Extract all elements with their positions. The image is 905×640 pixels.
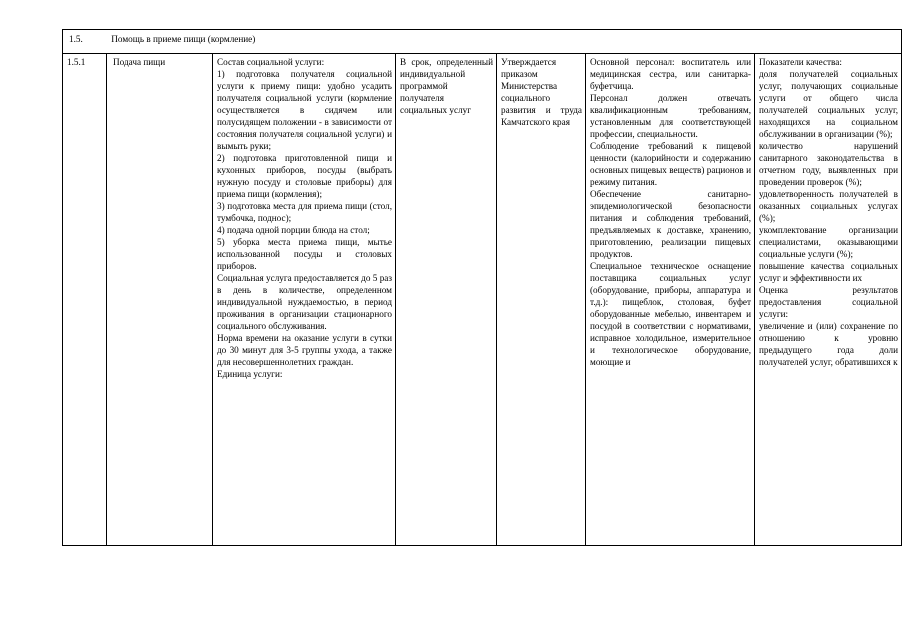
composition-paragraph: 4) подача одной порции блюда на стол; [217, 225, 370, 235]
service-name: Подача пищи [113, 57, 166, 67]
indicators-paragraph: увеличение и (или) сохранение по отношению к уровню предыдущего года доли получателей услуг, обратившихся к [759, 321, 898, 367]
service-number: 1.5.1 [67, 57, 86, 67]
service-number-cell [63, 54, 107, 546]
service-name-cell [107, 54, 213, 546]
composition-paragraph: Норма времени на оказание услуги в сутки до 30 минут для 3-5 группы ухода, а также для несовершеннолетних граждан. [217, 333, 392, 367]
conditions-paragraph: Основной персонал: воспитатель или медицинская сестра, или санитарка-буфетчица. [590, 57, 751, 91]
composition-paragraph: 2) подготовка приготовленной пищи и кухонных приборов, посуды (выбрать нужную посуду и столовые приборы) для приема пищи (кормления); [217, 153, 392, 199]
section-number: 1.5. [69, 34, 83, 44]
conditions-paragraph: Специальное техническое оснащение поставщика социальных услуг (оборудование, приборы, аппаратура и т.д.): пищеблок, столовая, буфет оборудованные мебелью, инвентарем и посудой в соответствии с нормативами, исправное холодильное, измерительное и технологическое оборудование, моющие и [590, 261, 751, 367]
indicators-paragraph: Оценка результатов предоставления социальной услуги: [759, 285, 898, 319]
indicators-paragraph: Показатели качества: [759, 57, 842, 67]
conditions-paragraph: Обеспечение санитарно-эпидемиологической безопасности питания и соблюдения требований, предъявляемых к доставке, хранению, приготовлению, реализации пищевых продуктов. [590, 189, 751, 259]
service-standard-table [62, 29, 902, 546]
conditions-paragraph: Персонал должен отвечать квалификационным требованиям, установленным для соответствующей профессии, специальности. [590, 93, 751, 139]
indicators-paragraph: доля получателей социальных услуг, получающих социальные услуги от общего числа получателей социальных услуг, находящихся на социальном обслуживании в организации (%); [759, 69, 898, 139]
composition-paragraph: 1) подготовка получателя социальной услуги к приему пищи: удобно усадить получателя социальной услуги (кормление осуществляется в сидячем или полусидящем положении - в зависимости от состояния получателя социальной услуги) и вымыть руки; [217, 69, 392, 151]
composition-paragraph: Состав социальной услуги: [217, 57, 325, 67]
service-term-cell [396, 54, 497, 546]
service-cost: Утверждается приказом Министерства социального развития и труда Камчатского края [501, 57, 582, 127]
composition-paragraph: Единица услуги: [217, 369, 283, 379]
section-header-row [63, 30, 902, 54]
section-title: Помощь в приеме пищи (кормление) [111, 34, 256, 44]
conditions-paragraph: Соблюдение требований к пищевой ценности (калорийности и содержанию основных пищевых веществ) рационов и режиму питания. [590, 141, 751, 187]
indicators-paragraph: количество нарушений санитарного законодательства в отчетном году, выявленных при проведении проверок (%); [759, 141, 898, 187]
composition-paragraph: Социальная услуга предоставляется до 5 раз в день в количестве, определенном индивидуальной нуждаемостью, в период проживания в организации стационарного социального обслуживания. [217, 273, 392, 331]
service-indicators-cell [755, 54, 902, 546]
indicators-paragraph: укомплектование организации специалистами, оказывающими социальные услуги (%); [759, 225, 898, 259]
service-conditions-cell [586, 54, 755, 546]
indicators-paragraph: повышение качества социальных услуг и эффективности их [759, 261, 898, 283]
service-composition-cell [213, 54, 396, 546]
composition-paragraph: 5) уборка места приема пищи, мытье использованной посуды и столовых приборов. [217, 237, 392, 271]
service-row [63, 54, 902, 546]
service-cost-cell [497, 54, 586, 546]
service-term: В срок, определенный индивидуальной программой получателя социальных услуг [400, 57, 493, 115]
indicators-paragraph: удовлетворенность получателей в оказанных социальных услугах (%); [759, 189, 898, 223]
composition-paragraph: 3) подготовка места для приема пищи (стол, тумбочка, поднос); [217, 201, 392, 223]
section-header-cell [63, 30, 902, 54]
